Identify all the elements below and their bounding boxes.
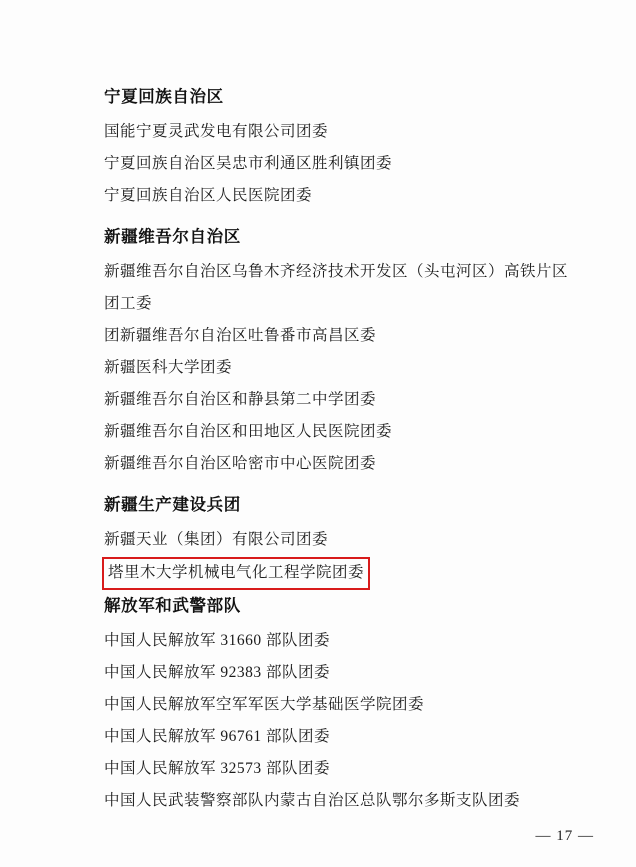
section-heading: 解放军和武警部队	[104, 597, 241, 615]
list-item: 新疆天业（集团）有限公司团委	[104, 531, 329, 548]
section-heading: 新疆生产建设兵团	[104, 496, 241, 514]
list-item: 宁夏回族自治区人民医院团委	[104, 187, 313, 204]
page-number: — 17 —	[535, 828, 594, 844]
list-item: 新疆维吾尔自治区乌鲁木齐经济技术开发区（头屯河区）高铁片区团工委	[104, 263, 569, 312]
section-xinjiang	[60, 222, 580, 480]
section-heading: 新疆维吾尔自治区	[104, 228, 241, 246]
list-item: 团新疆维吾尔自治区吐鲁番市高昌区委	[104, 327, 377, 344]
list-item: 中国人民武装警察部队内蒙古自治区总队鄂尔多斯支队团委	[104, 792, 521, 809]
list-item: 新疆维吾尔自治区哈密市中心医院团委	[104, 455, 377, 472]
list-item: 宁夏回族自治区吴忠市利通区胜利镇团委	[104, 155, 393, 172]
list-item: 新疆维吾尔自治区和田地区人民医院团委	[104, 423, 393, 440]
highlighted-list-item: 塔里木大学机械电气化工程学院团委	[102, 557, 370, 590]
list-item: 国能宁夏灵武发电有限公司团委	[104, 123, 329, 140]
document-body	[60, 82, 580, 817]
list-item: 中国人民解放军空军军医大学基础医学院团委	[104, 696, 425, 713]
list-item: 中国人民解放军 32573 部队团委	[104, 760, 331, 777]
section-ningxia	[60, 82, 580, 212]
highlighted-list-item-row	[60, 556, 580, 590]
list-item: 中国人民解放军 31660 部队团委	[104, 632, 331, 649]
list-item: 新疆维吾尔自治区和静县第二中学团委	[104, 391, 377, 408]
section-bingtuan	[60, 490, 580, 590]
list-item: 中国人民解放军 92383 部队团委	[104, 664, 331, 681]
section-military	[60, 591, 580, 817]
list-item: 中国人民解放军 96761 部队团委	[104, 728, 331, 745]
list-item: 新疆医科大学团委	[104, 359, 233, 376]
section-heading: 宁夏回族自治区	[104, 88, 224, 106]
